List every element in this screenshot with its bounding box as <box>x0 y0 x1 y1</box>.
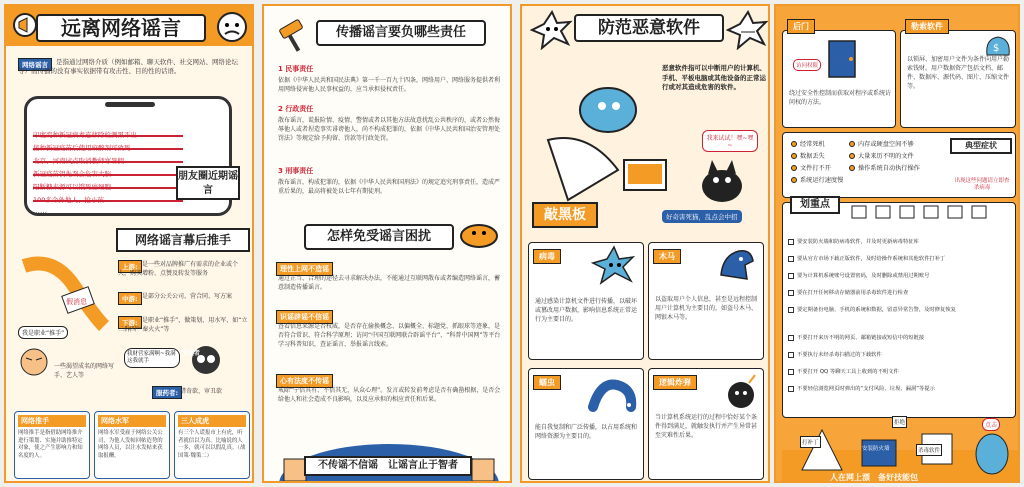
rumor-item <box>33 129 183 142</box>
rumor-list <box>33 129 183 215</box>
dont-item <box>788 347 1010 364</box>
civil-text: 依据《中华人民共和国民法典》第一千一百九十四条，网络用户、网络服务提供者利用网络侵害他人民事权益的，应当承担侵权责任。 <box>278 77 501 93</box>
symptoms-title: 典型症状 <box>950 138 1012 154</box>
knock-board-title: 敲黑板 <box>532 202 598 228</box>
dont-list <box>788 330 1010 398</box>
panel-malware <box>520 4 770 483</box>
sign-patch: 打补丁 <box>800 436 821 448</box>
card-pusher-text: 网络推手是指借助网络推介进行策划、实施并助推特定对象，使之产生影响力和知名度的人。 <box>18 430 83 459</box>
ransomware-title: 勒索软件 <box>905 19 949 34</box>
strike-line <box>33 174 183 176</box>
bullet-icon <box>791 153 797 159</box>
avoid-title: 怎样免受谣言困扰 <box>304 224 454 250</box>
checkbox-icon <box>788 239 794 245</box>
panel-protection <box>774 4 1020 483</box>
sign-firewall: 安装防火墙 <box>862 446 890 452</box>
card-pusher <box>14 411 90 479</box>
rumor-item <box>33 181 183 194</box>
svg-text:$: $ <box>993 43 1000 54</box>
downstream-text: 是职业“推手”，做策划、用水军，如“立二拆四”“秦火火”等 <box>118 317 248 333</box>
do-item <box>788 302 1010 319</box>
checkbox-icon <box>788 386 794 392</box>
behind-title: 网络谣言幕后推手 <box>116 228 250 252</box>
cartoon-hand-icon <box>454 218 504 254</box>
item-text: 不要执行未经杀毒扫描过的下载软件 <box>797 352 882 358</box>
burst-face-icon-2 <box>726 10 770 50</box>
logic-bomb-title: 逻辑炸弹 <box>653 375 697 390</box>
bullet-icon <box>791 165 797 171</box>
item-text: 要从官方市场下载正版软件，及时给操作系统和其他软件打补丁 <box>797 256 946 262</box>
burst-face-icon <box>530 10 574 50</box>
midstream-tag: 中游: <box>118 292 142 305</box>
bullet-icon <box>849 153 855 159</box>
sign-antivirus: 杀毒软件 <box>916 444 942 456</box>
slogan-banner: 不传谣不信谣 让谣言止于智者 <box>304 456 472 476</box>
worm-icon <box>587 371 639 415</box>
worm-text: 能自我复制和广泛传播，以占用系统和网络资源为主要目的。 <box>535 424 638 440</box>
symptom-item <box>791 163 843 175</box>
curiosity-caption: 好奇害死猫，乱点会中招 <box>662 210 742 223</box>
do-item <box>788 251 1010 268</box>
strike-line <box>33 161 183 163</box>
checkbox-icon <box>788 290 794 296</box>
tip2-heading: 识谣辟谣不信谣 <box>276 310 333 324</box>
tip3-heading: 心有法度不传谣 <box>276 374 333 388</box>
virus-title: 病毒 <box>533 249 561 264</box>
access-bubble: 访问权限 <box>793 59 821 71</box>
trojan-horse-icon <box>713 245 759 285</box>
panel-responsibility <box>262 4 512 483</box>
worm-title: 蠕虫 <box>533 375 561 390</box>
malware-monsters-illustration <box>528 50 678 210</box>
do-item <box>788 285 1010 302</box>
rumor-item <box>33 168 183 181</box>
symptom-item <box>849 139 920 151</box>
checkbox-icon <box>788 307 794 313</box>
key-points-title: 划重点 <box>790 196 840 214</box>
moments-label: 朋友圈近期谣言 <box>176 166 240 200</box>
card-tiger-title: 三人成虎 <box>178 415 246 427</box>
strike-line <box>33 148 183 150</box>
rumor-item <box>33 155 183 168</box>
panel-rumors <box>4 4 254 483</box>
card-tiger-text: 有三个人谎报市上有虎，听者就信以为真。比喻说的人一多，就可以以假乱真。（战国策·魏策二） <box>178 430 246 459</box>
upstream-tag: 上游: <box>118 260 142 273</box>
checkbox-icon <box>788 335 794 341</box>
card-logic-bomb <box>648 368 764 480</box>
item-text: 不要打开来历不明的网页、邮箱链接或短信中的短链接 <box>797 335 925 341</box>
strike-line <box>33 135 183 137</box>
symptom-text: 数据丢失 <box>800 153 825 160</box>
responsibility-title: 传播谣言要负哪些责任 <box>316 20 486 46</box>
malware-title: 防范恶意软件 <box>574 14 724 42</box>
item-text: 要安装防火墙和防病毒软件，并及时更新病毒特征库 <box>797 239 919 245</box>
card-trojan <box>648 242 764 360</box>
sign-refuse: 拒绝 <box>892 416 907 428</box>
checkbox-icon <box>788 273 794 279</box>
angry-face-icon <box>212 10 252 44</box>
card-backdoor <box>782 22 896 128</box>
upstream-text: 是一些对品牌推广有需求的企业或个人，购买增粉、点赞及转发等服务 <box>118 261 239 277</box>
midstream-text: 是部分公关公司、营合同、写方案 <box>142 293 233 300</box>
downstream-tag: 下游: <box>118 316 142 329</box>
symptom-text: 内存或硬盘空间不够 <box>858 141 914 148</box>
virus-text: 通过感染计算机文件进行传播，以破坏或篡改用户数据，影响信息系统正常运行为主要目的。 <box>535 298 638 323</box>
admin-heading: 2 行政责任 <box>278 105 314 113</box>
page-title: 远离网络谣言 <box>36 14 206 42</box>
rumor-item <box>33 194 183 207</box>
ransomware-text: 以锁屏、加密用户文件为条件向用户勒索钱财。用户数据资产包括文档、邮件、数据库、源代码、图片、压缩文件等。 <box>907 56 1010 90</box>
checkbox-icon <box>788 352 794 358</box>
do-item <box>788 234 1010 251</box>
dont-item <box>788 364 1010 381</box>
logic-bomb-text: 当计算机系统运行的过程中恰好某个条件得到满足，就触发执行并产生异常甚至灾难性后果。 <box>655 414 758 439</box>
trojan-title: 木马 <box>653 249 681 264</box>
trojan-text: 以盗取用户个人信息，甚至是远程控制用户计算机为主要目的，如盗号木马、网银木马等。 <box>655 296 758 321</box>
phone-speaker <box>105 102 155 107</box>
bullet-icon <box>791 177 797 183</box>
strike-line <box>33 187 183 189</box>
card-ransomware <box>900 22 1016 128</box>
civil-heading: 1 民事责任 <box>278 65 314 73</box>
virus-monster-icon <box>591 245 637 285</box>
door-icon <box>819 37 871 81</box>
symptom-text: 操作系统自动执行操作 <box>858 165 920 172</box>
item-text: 不要轻信浏览网页时弹出的“支付风险、垃圾、漏洞”等提示 <box>797 386 935 392</box>
item-text: 要为计算机系统账号设置密码，及时删除或禁用过期账号 <box>797 273 930 279</box>
symptom-item <box>791 151 843 163</box>
footer-slogan: 人在网上漂 备好技能包 <box>830 473 918 482</box>
symptom-text: 系统运行速度慢 <box>800 177 844 184</box>
gavel-icon <box>272 14 316 54</box>
cat-bubble: 我来试试！嘿~嘿~ <box>702 130 758 152</box>
backdoor-title: 后门 <box>787 19 815 34</box>
symptom-text: 大量来历不明的文件 <box>858 153 914 160</box>
bullet-icon <box>849 141 855 147</box>
item-text: 要定期备份电脑、手机的系统和数据，留意异常告警，及时修复恢复 <box>797 307 956 313</box>
click-bubble: 点击 <box>982 418 1000 431</box>
tip2-text: 查看信息来源是否权威，是否存在偷换概念、以偏概全、标题党、抓眼球等迹象，是否符合常识、符合科学原理；访问“中国互联网联合辟谣平台”、“科普中国网”等平台学习科普知识，查证谣言、举报谣言线索。 <box>278 323 501 348</box>
writer-figure <box>12 342 56 382</box>
megaphone-icon <box>12 12 38 38</box>
symptoms-warning: 出现这些问题请立即查杀病毒 <box>954 178 1010 191</box>
item-text: 不要打开 QQ 等聊天工具上收到的不明文件 <box>797 369 899 375</box>
backdoor-text: 绕过安全性控制而获取对程序或系统访问权的方法。 <box>789 90 892 106</box>
symptoms-right <box>849 139 920 175</box>
intro-text: 是指通过网络介质（例如邮箱、聊天软件、社交网站、网络论坛等）而传播的没有事实依据带有攻击性、目的性的话语。 <box>18 58 238 75</box>
admin-text: 散布谣言，谎报险情、疫情、警情或者以其他方法故意扰乱公共秩序的，或者公然侮辱他人或者捏造事实诽谤他人，尚不构成犯罪的，依据《中华人民共和国治安管理处罚法》等规定给予拘留、罚款等行政处罚。 <box>278 117 501 142</box>
symptom-item <box>849 151 920 163</box>
intro-tag: 网络谣言 <box>18 58 52 71</box>
do-item <box>788 268 1010 285</box>
card-virus <box>528 242 644 360</box>
symptom-item <box>849 163 920 175</box>
card-worm <box>528 368 644 480</box>
criminal-text: 散布谣言，构成犯罪的，依据《中华人民共和国刑法》的规定追究刑事责任，造成严重后果的，最高将被处以七年有期徒刑。 <box>278 179 501 195</box>
do-list <box>788 234 1010 319</box>
rumor-dots: …… <box>33 207 47 215</box>
tip1-heading: 理性上网不造谣 <box>276 262 333 276</box>
criminal-heading: 3 刑事责任 <box>278 167 314 175</box>
card-pusher-title: 网络推手 <box>18 415 86 427</box>
card-navy-text: 网络水军受雇于网络公关公司，为他人发帖回帖造势的网络人员，以注水发帖来获取报酬。 <box>98 430 163 459</box>
pro-bubble: 我是职业“推手” <box>18 326 68 339</box>
hands-row-illustration <box>848 202 1008 222</box>
tip1-text: 通过正当、合理的途径去寻求解决办法，不能通过互联网散布或者编造网络谣言，蓄意制造传播谣言。 <box>278 275 501 291</box>
symptom-item <box>791 175 843 187</box>
speech-bubble: 我财营家满啊~我满这我就手 <box>124 348 180 368</box>
bomb-icon <box>723 371 761 411</box>
card-tiger <box>174 411 250 479</box>
checkbox-icon <box>788 369 794 375</box>
symptom-text: 文件打不开 <box>800 165 831 172</box>
dont-item <box>788 381 1010 398</box>
bullet-icon <box>791 141 797 147</box>
tip3-text: 戒除“宁信其有、不信其无，从众心理”。发言或转发前考虑是否有确凿根据，是否会给他人和社会造成不良影响，以及应承担的相应责任和后果。 <box>278 387 501 403</box>
reader-label: 宣读者 <box>182 350 201 357</box>
strike-line <box>33 200 183 202</box>
symptom-text: 经常死机 <box>800 141 825 148</box>
card-navy-title: 网络水军 <box>98 415 166 427</box>
rumor-item <box>33 142 183 155</box>
consumer-text: 猎奇欲、审丑欲 <box>180 388 223 395</box>
dont-item <box>788 330 1010 347</box>
bullet-icon <box>849 165 855 171</box>
card-navy <box>94 411 170 479</box>
symptom-item <box>791 139 843 151</box>
consumer-tag: 服药者: <box>152 386 182 399</box>
cat-icon <box>690 152 754 206</box>
checkbox-icon <box>788 256 794 262</box>
malware-intro: 恶意软件指可以中断用户的计算机、手机、平板电脑或其他设备的正常运行或对其造成危害的软件。 <box>662 64 766 91</box>
crowd-text: 一些渴望成名的网络写手、艺人等 <box>54 363 115 379</box>
item-text: 要在打开任何移动存储器前用杀毒软件进行检查 <box>797 290 909 296</box>
symptoms-left <box>791 139 843 187</box>
svg-text:假消息: 假消息 <box>66 298 87 306</box>
